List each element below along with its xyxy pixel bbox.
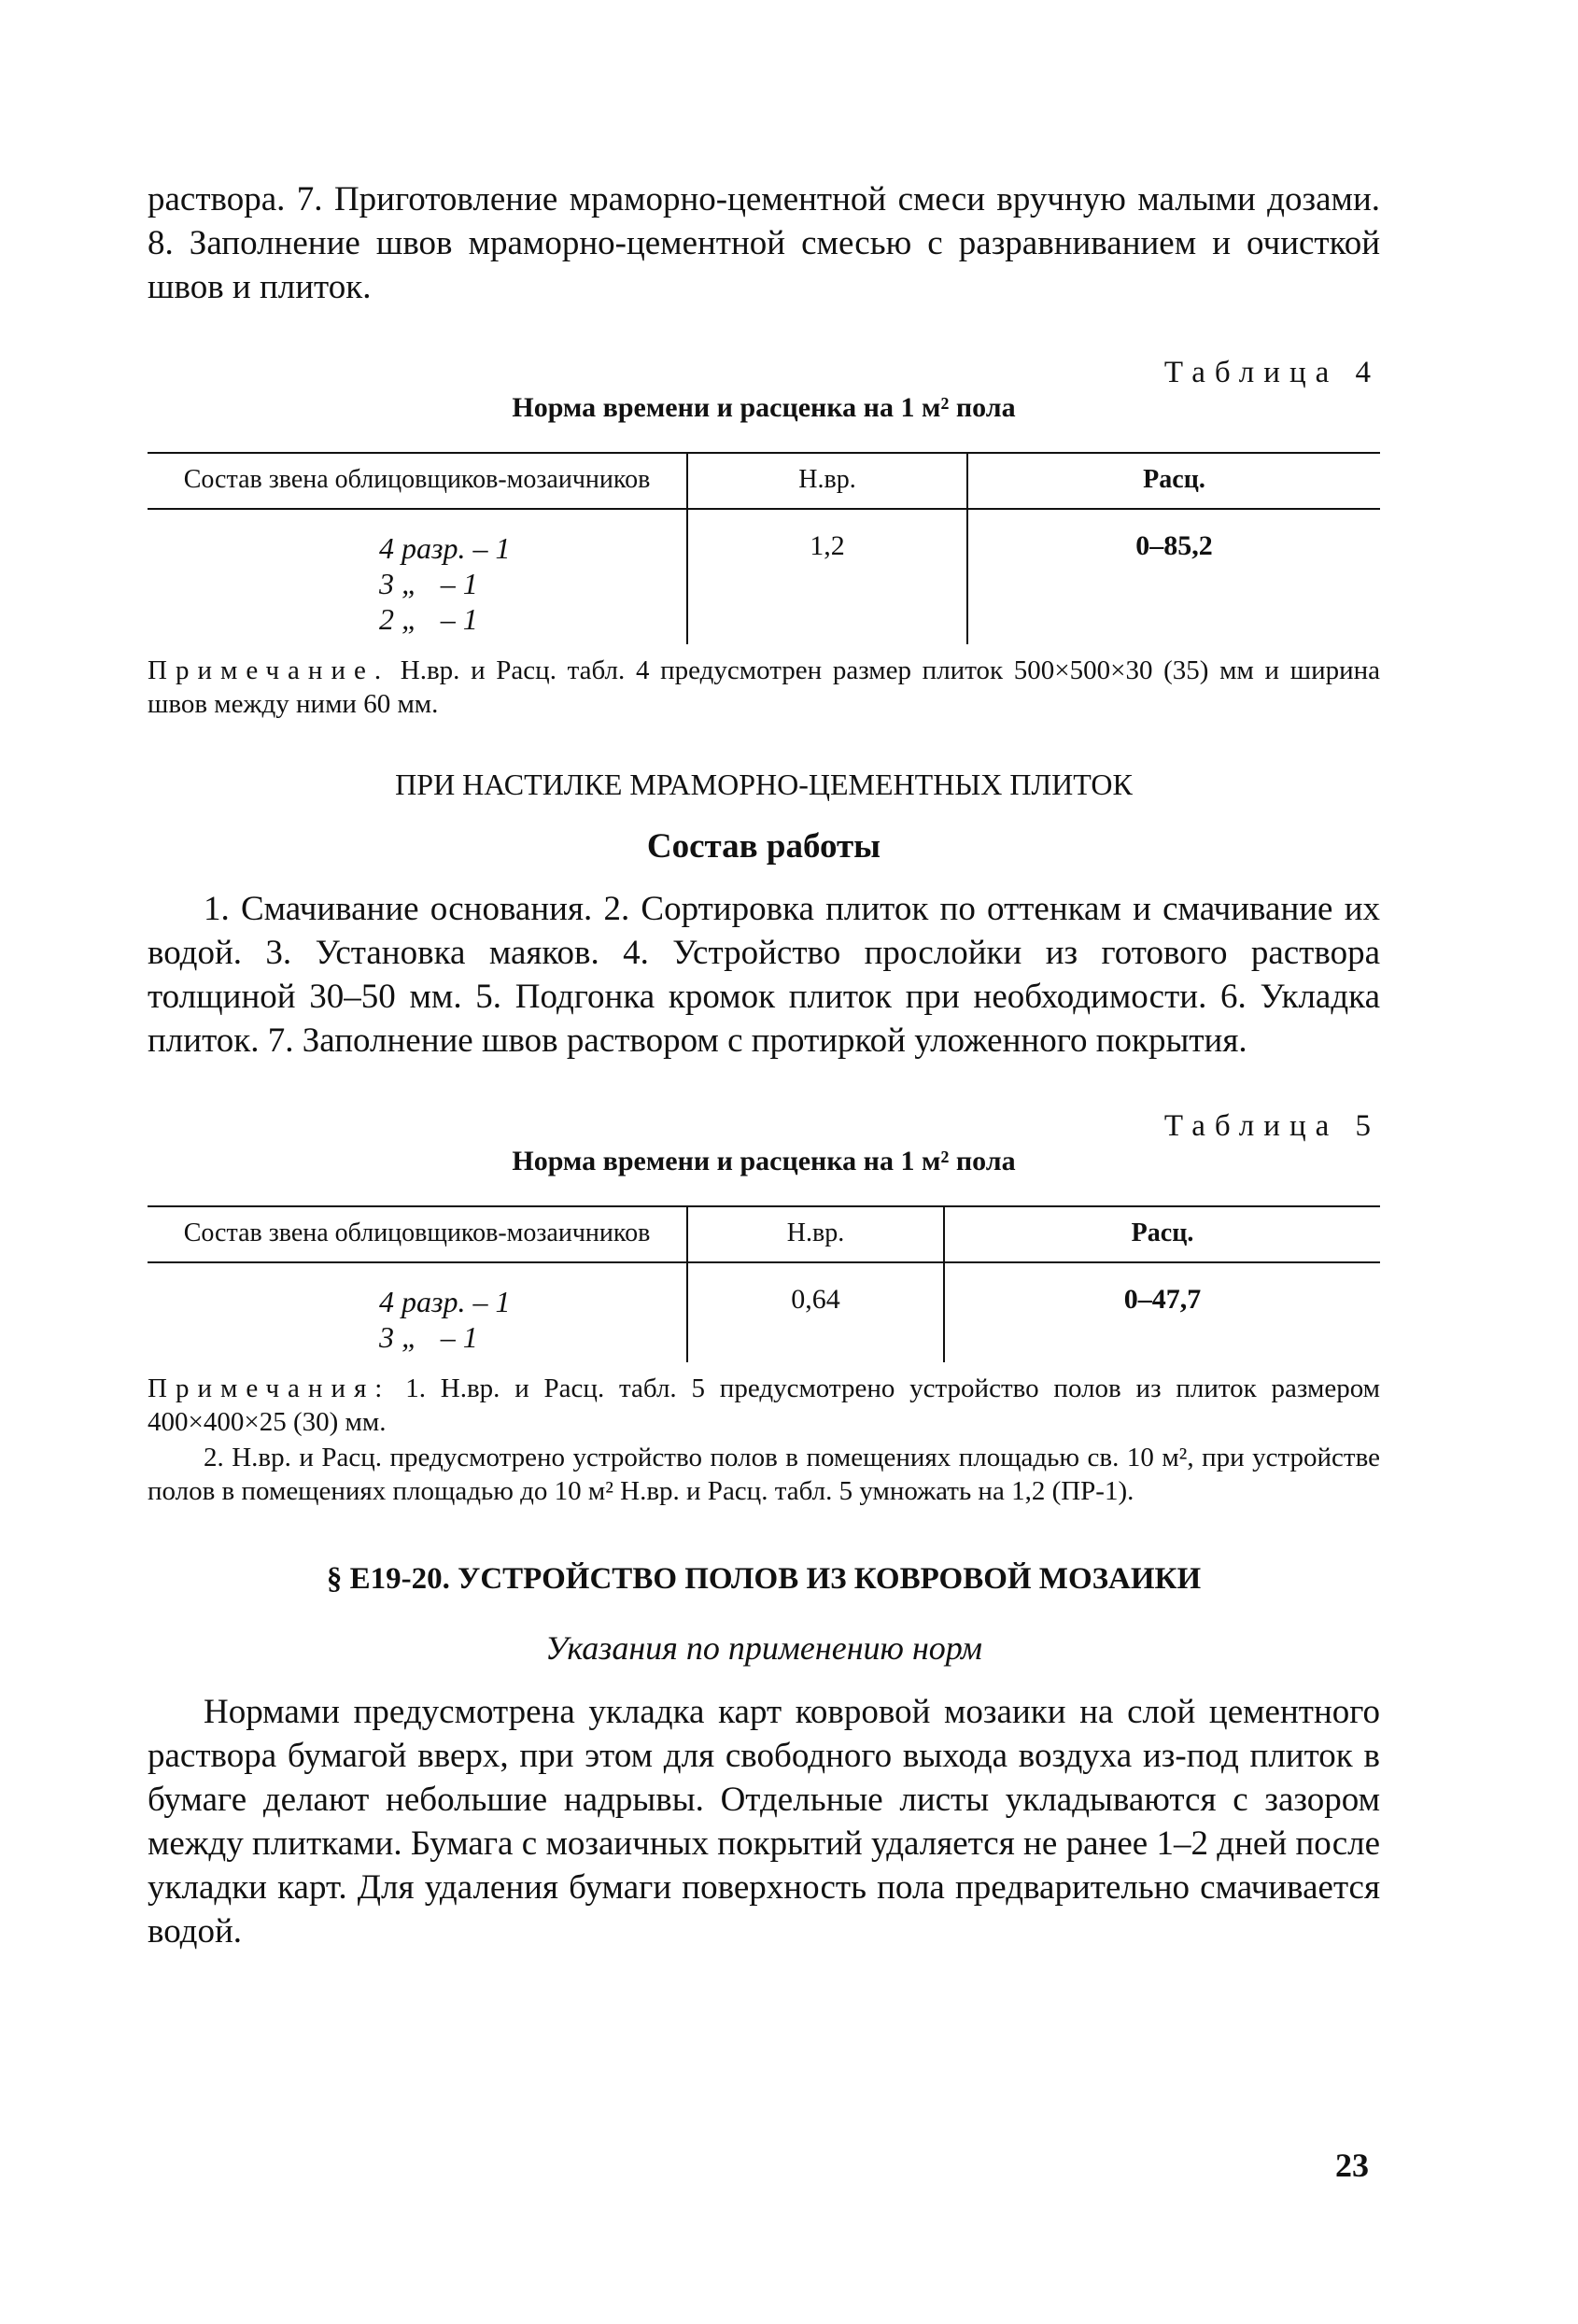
table5-header-hvr: Н.вр.	[687, 1206, 944, 1262]
instructions-heading: Указания по применению норм	[545, 1629, 982, 1667]
table4-header-hvr: Н.вр.	[687, 453, 967, 509]
paragraph-heading: § Е19-20. УСТРОЙСТВО ПОЛОВ ИЗ КОВРОВОЙ МОЗАИКИ	[326, 1562, 1202, 1596]
table4	[148, 452, 1380, 644]
table-row	[148, 1262, 1380, 1362]
table5-header-rate: Расц.	[944, 1206, 1380, 1262]
crew-line: 3 „ – 1	[379, 1320, 478, 1354]
table4-label: Таблица 4	[1163, 356, 1380, 389]
note-label: Примечание.	[148, 655, 390, 685]
table4-crew-cell	[148, 509, 687, 644]
note-text: Н.вр. и Расц. табл. 4 предусмотрен размер плиток 500×500×30 (35) мм и ширина швов между ними 60 мм.	[148, 655, 1380, 719]
table5-header-crew: Состав звена облицовщиков-мозаичников	[148, 1206, 687, 1262]
table5-label: Таблица 5	[1163, 1109, 1380, 1143]
table4-note	[148, 654, 1380, 721]
table5-crew-cell	[148, 1262, 687, 1362]
table4-header-rate: Расц.	[967, 453, 1380, 509]
table4-caption: Норма времени и расценка на 1 м² пола	[512, 392, 1016, 423]
table4-rate-cell: 0–85,2	[1135, 530, 1213, 561]
work-heading: Состав работы	[646, 827, 881, 866]
table5-caption: Норма времени и расценка на 1 м² пола	[512, 1146, 1016, 1176]
instructions-paragraph: Нормами предусмотрена укладка карт ковровой мозаики на слой цементного раствора бумагой вверх, при этом для свободного выхода воздуха из-под плиток в бумаге делают небольшие надрывы. Отдельные листы укладываются с зазором между плитками. Бумага с мозаичных покрытий удаляется не ранее 1–2 дней после укладки карт. Для удаления бумаги поверхность пола предварительно смачивается водой.	[148, 1693, 1380, 1951]
table4-hvr-cell: 1,2	[687, 509, 967, 644]
table5-hvr-cell: 0,64	[687, 1262, 944, 1362]
work-paragraph: 1. Смачивание основания. 2. Сортировка плиток по оттенкам и смачивание их водой. 3. Установка маяков. 4. Устройство прослойки из готового раствора толщиной 30–50 мм. 5. Подгонка кромок плиток при необходимости. 6. Укладка плиток. 7. Заполнение швов раствором с протиркой уложенного покрытия.	[148, 890, 1380, 1060]
crew-line: 4 разр. – 1	[379, 531, 511, 565]
table5-header-row	[148, 1206, 1380, 1262]
table4-header-row	[148, 453, 1380, 509]
crew-line: 2 „ – 1	[379, 602, 478, 636]
table-row	[148, 509, 1380, 644]
crew-line: 3 „ – 1	[379, 567, 478, 600]
note-text: 1. Н.вр. и Расц. табл. 5 предусмотрено устройство полов из плиток размером 400×400×25 (30) мм.	[148, 1373, 1380, 1437]
notes-label: Примечания:	[148, 1373, 391, 1403]
table5-note1	[148, 1372, 1380, 1439]
table5-rate-cell: 0–47,7	[1123, 1284, 1202, 1315]
table5	[148, 1205, 1380, 1362]
section-heading: ПРИ НАСТИЛКЕ МРАМОРНО-ЦЕМЕНТНЫХ ПЛИТОК	[395, 768, 1133, 801]
table5-note2: 2. Н.вр. и Расц. предусмотрено устройство полов в помещениях площадью св. 10 м², при устройстве полов в помещениях площадью до 10 м² Н.вр. и Расц. табл. 5 умножать на 1,2 (ПР-1).	[148, 1443, 1380, 1506]
document-page	[148, 177, 1380, 1953]
table4-header-crew: Состав звена облицовщиков-мозаичников	[148, 453, 687, 509]
crew-line: 4 разр. – 1	[379, 1285, 511, 1318]
page-number: 23	[1335, 2147, 1369, 2184]
intro-paragraph: раствора. 7. Приготовление мраморно-цементной смеси вручную малыми дозами. 8. Заполнение швов мраморно-цементной смесью с разравниванием и очисткой швов и плиток.	[148, 180, 1380, 306]
